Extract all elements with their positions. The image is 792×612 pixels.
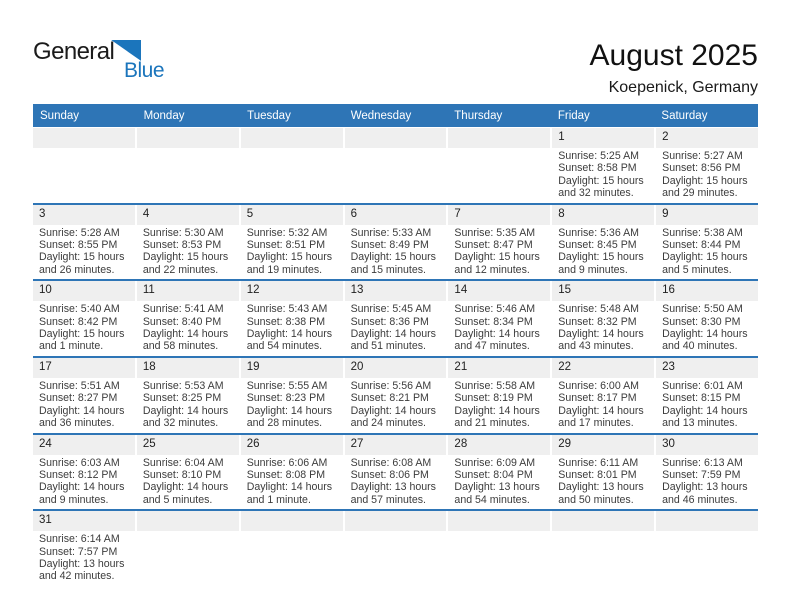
day-number: 21 <box>448 358 550 378</box>
sunrise-text: Sunrise: 5:50 AM <box>662 303 743 316</box>
sunset-text: Sunset: 8:15 PM <box>662 392 741 405</box>
sunset-text: Sunset: 8:21 PM <box>350 392 429 405</box>
day-cell <box>33 378 135 433</box>
sunset-text: Sunset: 8:42 PM <box>39 315 118 328</box>
empty-day-number <box>656 511 758 531</box>
day-cell <box>656 225 758 280</box>
sunset-text: Sunset: 8:47 PM <box>454 239 533 252</box>
sunset-text: Sunset: 8:25 PM <box>142 392 222 405</box>
day-number-band <box>33 511 758 531</box>
empty-day-cell <box>241 148 343 203</box>
day-number: 11 <box>137 281 239 301</box>
sunrise-text: Sunrise: 6:14 AM <box>39 533 120 546</box>
sunrise-text: Sunrise: 5:30 AM <box>142 226 224 239</box>
day-cell <box>448 225 550 280</box>
week-row <box>33 128 758 205</box>
daylight-text: Daylight: 14 hours and 17 minutes. <box>558 404 644 430</box>
sunset-text: Sunset: 8:45 PM <box>558 239 637 252</box>
empty-day-number <box>448 511 550 531</box>
day-content-band <box>33 148 758 203</box>
sunrise-text: Sunrise: 6:09 AM <box>454 456 536 469</box>
day-number: 26 <box>241 435 343 455</box>
empty-day-number <box>448 128 550 148</box>
empty-day-cell <box>33 148 135 203</box>
sunrise-text: Sunrise: 5:53 AM <box>142 379 224 392</box>
daylight-text: Daylight: 14 hours and 51 minutes. <box>350 328 436 353</box>
sunrise-text: Sunrise: 5:38 AM <box>662 226 743 239</box>
sunset-text: Sunset: 8:32 PM <box>558 315 637 328</box>
sunrise-text: Sunrise: 5:36 AM <box>558 226 639 239</box>
day-number: 24 <box>33 435 135 455</box>
day-cell <box>137 378 239 433</box>
day-number: 9 <box>656 205 758 225</box>
sunset-text: Sunset: 8:40 PM <box>142 315 222 328</box>
sunset-text: Sunset: 8:23 PM <box>246 392 326 405</box>
sunrise-text: Sunrise: 5:27 AM <box>662 150 743 162</box>
day-cell <box>137 225 239 280</box>
day-cell <box>552 455 654 510</box>
sunset-text: Sunset: 8:27 PM <box>39 392 118 405</box>
sunset-text: Sunset: 8:12 PM <box>39 468 118 481</box>
day-cell <box>33 301 135 356</box>
weekday-label-thursday: Thursday <box>454 109 503 122</box>
daylight-text: Daylight: 15 hours and 1 minute. <box>39 328 125 353</box>
sunset-text: Sunset: 8:19 PM <box>454 392 533 405</box>
empty-day-number <box>137 128 239 148</box>
day-number: 5 <box>241 205 343 225</box>
weekday-label-friday: Friday <box>557 109 590 122</box>
daylight-text: Daylight: 13 hours and 50 minutes. <box>558 481 644 506</box>
daylight-text: Daylight: 13 hours and 46 minutes. <box>662 481 748 506</box>
day-cell <box>448 455 550 510</box>
sunrise-text: Sunrise: 5:28 AM <box>39 226 120 239</box>
empty-day-cell <box>241 531 343 586</box>
day-number: 7 <box>448 205 550 225</box>
day-cell <box>241 225 343 280</box>
sunset-text: Sunset: 8:55 PM <box>39 239 118 252</box>
sunrise-text: Sunrise: 6:11 AM <box>558 456 639 469</box>
day-number: 31 <box>33 511 135 531</box>
sunrise-text: Sunrise: 5:41 AM <box>142 303 224 316</box>
daylight-text: Daylight: 14 hours and 24 minutes. <box>350 404 436 430</box>
day-number: 15 <box>552 281 654 301</box>
daylight-text: Daylight: 15 hours and 9 minutes. <box>558 251 644 276</box>
daylight-text: Daylight: 13 hours and 42 minutes. <box>39 557 125 583</box>
day-cell <box>656 301 758 356</box>
daylight-text: Daylight: 14 hours and 9 minutes. <box>39 481 125 506</box>
day-number: 14 <box>448 281 550 301</box>
day-cell <box>241 301 343 356</box>
day-number: 4 <box>137 205 239 225</box>
empty-day-cell <box>137 531 239 586</box>
sunset-text: Sunset: 8:30 PM <box>662 315 741 328</box>
weekday-label-wednesday: Wednesday <box>350 109 412 122</box>
sunrise-text: Sunrise: 5:33 AM <box>350 226 432 239</box>
sunrise-text: Sunrise: 5:35 AM <box>454 226 536 239</box>
day-number: 23 <box>656 358 758 378</box>
sunset-text: Sunset: 8:08 PM <box>246 468 326 481</box>
day-number: 10 <box>33 281 135 301</box>
daylight-text: Daylight: 14 hours and 40 minutes. <box>662 328 748 353</box>
empty-day-cell <box>552 531 654 586</box>
sunrise-text: Sunrise: 6:04 AM <box>142 456 224 469</box>
month-title: August 2025 <box>589 39 758 72</box>
daylight-text: Daylight: 14 hours and 43 minutes. <box>558 328 644 353</box>
sunrise-text: Sunrise: 5:55 AM <box>246 379 328 392</box>
week-row <box>33 435 758 512</box>
daylight-text: Daylight: 14 hours and 5 minutes. <box>142 481 229 506</box>
day-content-band <box>33 225 758 280</box>
day-cell <box>552 225 654 280</box>
day-cell <box>137 301 239 356</box>
sunrise-text: Sunrise: 5:58 AM <box>454 379 536 392</box>
daylight-text: Daylight: 15 hours and 29 minutes. <box>662 174 748 200</box>
day-number: 29 <box>552 435 654 455</box>
sunset-text: Sunset: 8:51 PM <box>246 239 326 252</box>
logo-text-blue: Blue <box>123 59 164 82</box>
sunrise-text: Sunrise: 5:25 AM <box>558 150 639 162</box>
day-number: 12 <box>241 281 343 301</box>
daylight-text: Daylight: 14 hours and 36 minutes. <box>39 404 125 430</box>
sunset-text: Sunset: 8:06 PM <box>350 468 429 481</box>
week-row <box>33 281 758 358</box>
sunset-text: Sunset: 8:36 PM <box>350 315 429 328</box>
day-number: 27 <box>345 435 447 455</box>
daylight-text: Daylight: 15 hours and 19 minutes. <box>246 251 333 276</box>
page-header <box>33 40 758 97</box>
day-number: 13 <box>345 281 447 301</box>
daylight-text: Daylight: 13 hours and 54 minutes. <box>454 481 540 506</box>
week-row <box>33 205 758 282</box>
day-cell <box>552 378 654 433</box>
day-cell <box>241 455 343 510</box>
day-cell <box>345 225 447 280</box>
calendar-table <box>33 104 758 586</box>
sunset-text: Sunset: 8:56 PM <box>662 162 741 175</box>
weekday-label-saturday: Saturday <box>661 109 708 122</box>
daylight-text: Daylight: 15 hours and 5 minutes. <box>662 251 748 276</box>
sunrise-text: Sunrise: 6:00 AM <box>558 379 639 392</box>
daylight-text: Daylight: 15 hours and 22 minutes. <box>142 251 229 276</box>
sunrise-text: Sunrise: 6:06 AM <box>246 456 328 469</box>
empty-day-number <box>241 128 343 148</box>
weekday-label-monday: Monday <box>143 109 185 122</box>
sunrise-text: Sunrise: 5:40 AM <box>39 303 120 316</box>
empty-day-number <box>241 511 343 531</box>
day-cell <box>656 148 758 203</box>
day-cell <box>448 378 550 433</box>
day-content-band <box>33 531 758 586</box>
day-number: 30 <box>656 435 758 455</box>
week-row <box>33 511 758 586</box>
empty-day-number <box>137 511 239 531</box>
daylight-text: Daylight: 14 hours and 58 minutes. <box>142 328 229 353</box>
sunset-text: Sunset: 8:58 PM <box>558 162 637 175</box>
day-cell <box>33 225 135 280</box>
day-cell <box>345 455 447 510</box>
daylight-text: Daylight: 14 hours and 28 minutes. <box>246 404 333 430</box>
sunset-text: Sunset: 8:38 PM <box>246 315 326 328</box>
daylight-text: Daylight: 15 hours and 26 minutes. <box>39 251 125 276</box>
day-content-band <box>33 301 758 356</box>
day-number: 6 <box>345 205 447 225</box>
empty-day-cell <box>656 531 758 586</box>
sunset-text: Sunset: 8:04 PM <box>454 468 533 481</box>
weekday-label-tuesday: Tuesday <box>247 109 291 122</box>
day-cell <box>552 301 654 356</box>
sunset-text: Sunset: 8:49 PM <box>350 239 429 252</box>
day-number-band <box>33 358 758 378</box>
day-number: 8 <box>552 205 654 225</box>
day-cell <box>345 301 447 356</box>
empty-day-cell <box>448 531 550 586</box>
day-cell <box>656 378 758 433</box>
day-number-band <box>33 281 758 301</box>
empty-day-cell <box>345 148 447 203</box>
empty-day-number <box>345 511 447 531</box>
day-cell <box>33 531 135 586</box>
week-row <box>33 358 758 435</box>
day-cell <box>241 378 343 433</box>
sunset-text: Sunset: 8:10 PM <box>142 468 222 481</box>
sunrise-text: Sunrise: 6:08 AM <box>350 456 432 469</box>
sunset-text: Sunset: 8:01 PM <box>558 468 637 481</box>
day-number: 28 <box>448 435 550 455</box>
day-number: 16 <box>656 281 758 301</box>
logo-triangle-icon <box>111 40 141 61</box>
sunrise-text: Sunrise: 5:51 AM <box>39 379 120 392</box>
day-number-band <box>33 128 758 148</box>
daylight-text: Daylight: 14 hours and 47 minutes. <box>454 328 540 353</box>
empty-day-number <box>552 511 654 531</box>
day-number-band <box>33 205 758 225</box>
week-rows <box>33 128 758 586</box>
sunset-text: Sunset: 7:59 PM <box>662 468 741 481</box>
daylight-text: Daylight: 13 hours and 57 minutes. <box>350 481 436 506</box>
sunrise-text: Sunrise: 6:03 AM <box>39 456 120 469</box>
sunset-text: Sunset: 8:53 PM <box>142 239 222 252</box>
day-content-band <box>33 455 758 510</box>
sunrise-text: Sunrise: 5:32 AM <box>246 226 328 239</box>
day-number: 17 <box>33 358 135 378</box>
weekday-header-row <box>33 104 758 127</box>
day-cell <box>33 455 135 510</box>
day-number: 18 <box>137 358 239 378</box>
day-number-band <box>33 435 758 455</box>
day-cell <box>137 455 239 510</box>
day-cell <box>552 148 654 203</box>
empty-day-cell <box>345 531 447 586</box>
daylight-text: Daylight: 15 hours and 15 minutes. <box>350 251 436 276</box>
empty-day-cell <box>448 148 550 203</box>
empty-day-number <box>345 128 447 148</box>
day-cell <box>656 455 758 510</box>
sunset-text: Sunset: 8:44 PM <box>662 239 741 252</box>
day-number: 2 <box>656 128 758 148</box>
day-number: 3 <box>33 205 135 225</box>
daylight-text: Daylight: 14 hours and 32 minutes. <box>142 404 229 430</box>
daylight-text: Daylight: 14 hours and 54 minutes. <box>246 328 333 353</box>
sunset-text: Sunset: 8:17 PM <box>558 392 637 405</box>
sunrise-text: Sunrise: 5:48 AM <box>558 303 639 316</box>
day-cell <box>448 301 550 356</box>
sunrise-text: Sunrise: 6:01 AM <box>662 379 743 392</box>
sunset-text: Sunset: 8:34 PM <box>454 315 533 328</box>
sunrise-text: Sunrise: 6:13 AM <box>662 456 743 469</box>
sunrise-text: Sunrise: 5:56 AM <box>350 379 432 392</box>
title-block <box>590 40 758 97</box>
sunrise-text: Sunrise: 5:46 AM <box>454 303 536 316</box>
day-content-band <box>33 378 758 433</box>
day-number: 1 <box>552 128 654 148</box>
empty-day-cell <box>137 148 239 203</box>
sunset-text: Sunset: 7:57 PM <box>39 545 118 558</box>
sunrise-text: Sunrise: 5:43 AM <box>246 303 328 316</box>
daylight-text: Daylight: 14 hours and 21 minutes. <box>454 404 540 430</box>
empty-day-number <box>33 128 135 148</box>
day-number: 22 <box>552 358 654 378</box>
day-number: 19 <box>241 358 343 378</box>
daylight-text: Daylight: 14 hours and 1 minute. <box>246 481 333 506</box>
general-blue-logo <box>33 40 167 81</box>
daylight-text: Daylight: 15 hours and 32 minutes. <box>558 174 644 200</box>
day-cell <box>345 378 447 433</box>
weekday-label-sunday: Sunday <box>40 109 80 122</box>
daylight-text: Daylight: 14 hours and 13 minutes. <box>662 404 748 430</box>
location-subtitle: Koepenick, Germany <box>608 78 758 96</box>
sunrise-text: Sunrise: 5:45 AM <box>350 303 432 316</box>
day-number: 20 <box>345 358 447 378</box>
day-number: 25 <box>137 435 239 455</box>
daylight-text: Daylight: 15 hours and 12 minutes. <box>454 251 540 276</box>
logo-text-general: General <box>33 38 115 65</box>
